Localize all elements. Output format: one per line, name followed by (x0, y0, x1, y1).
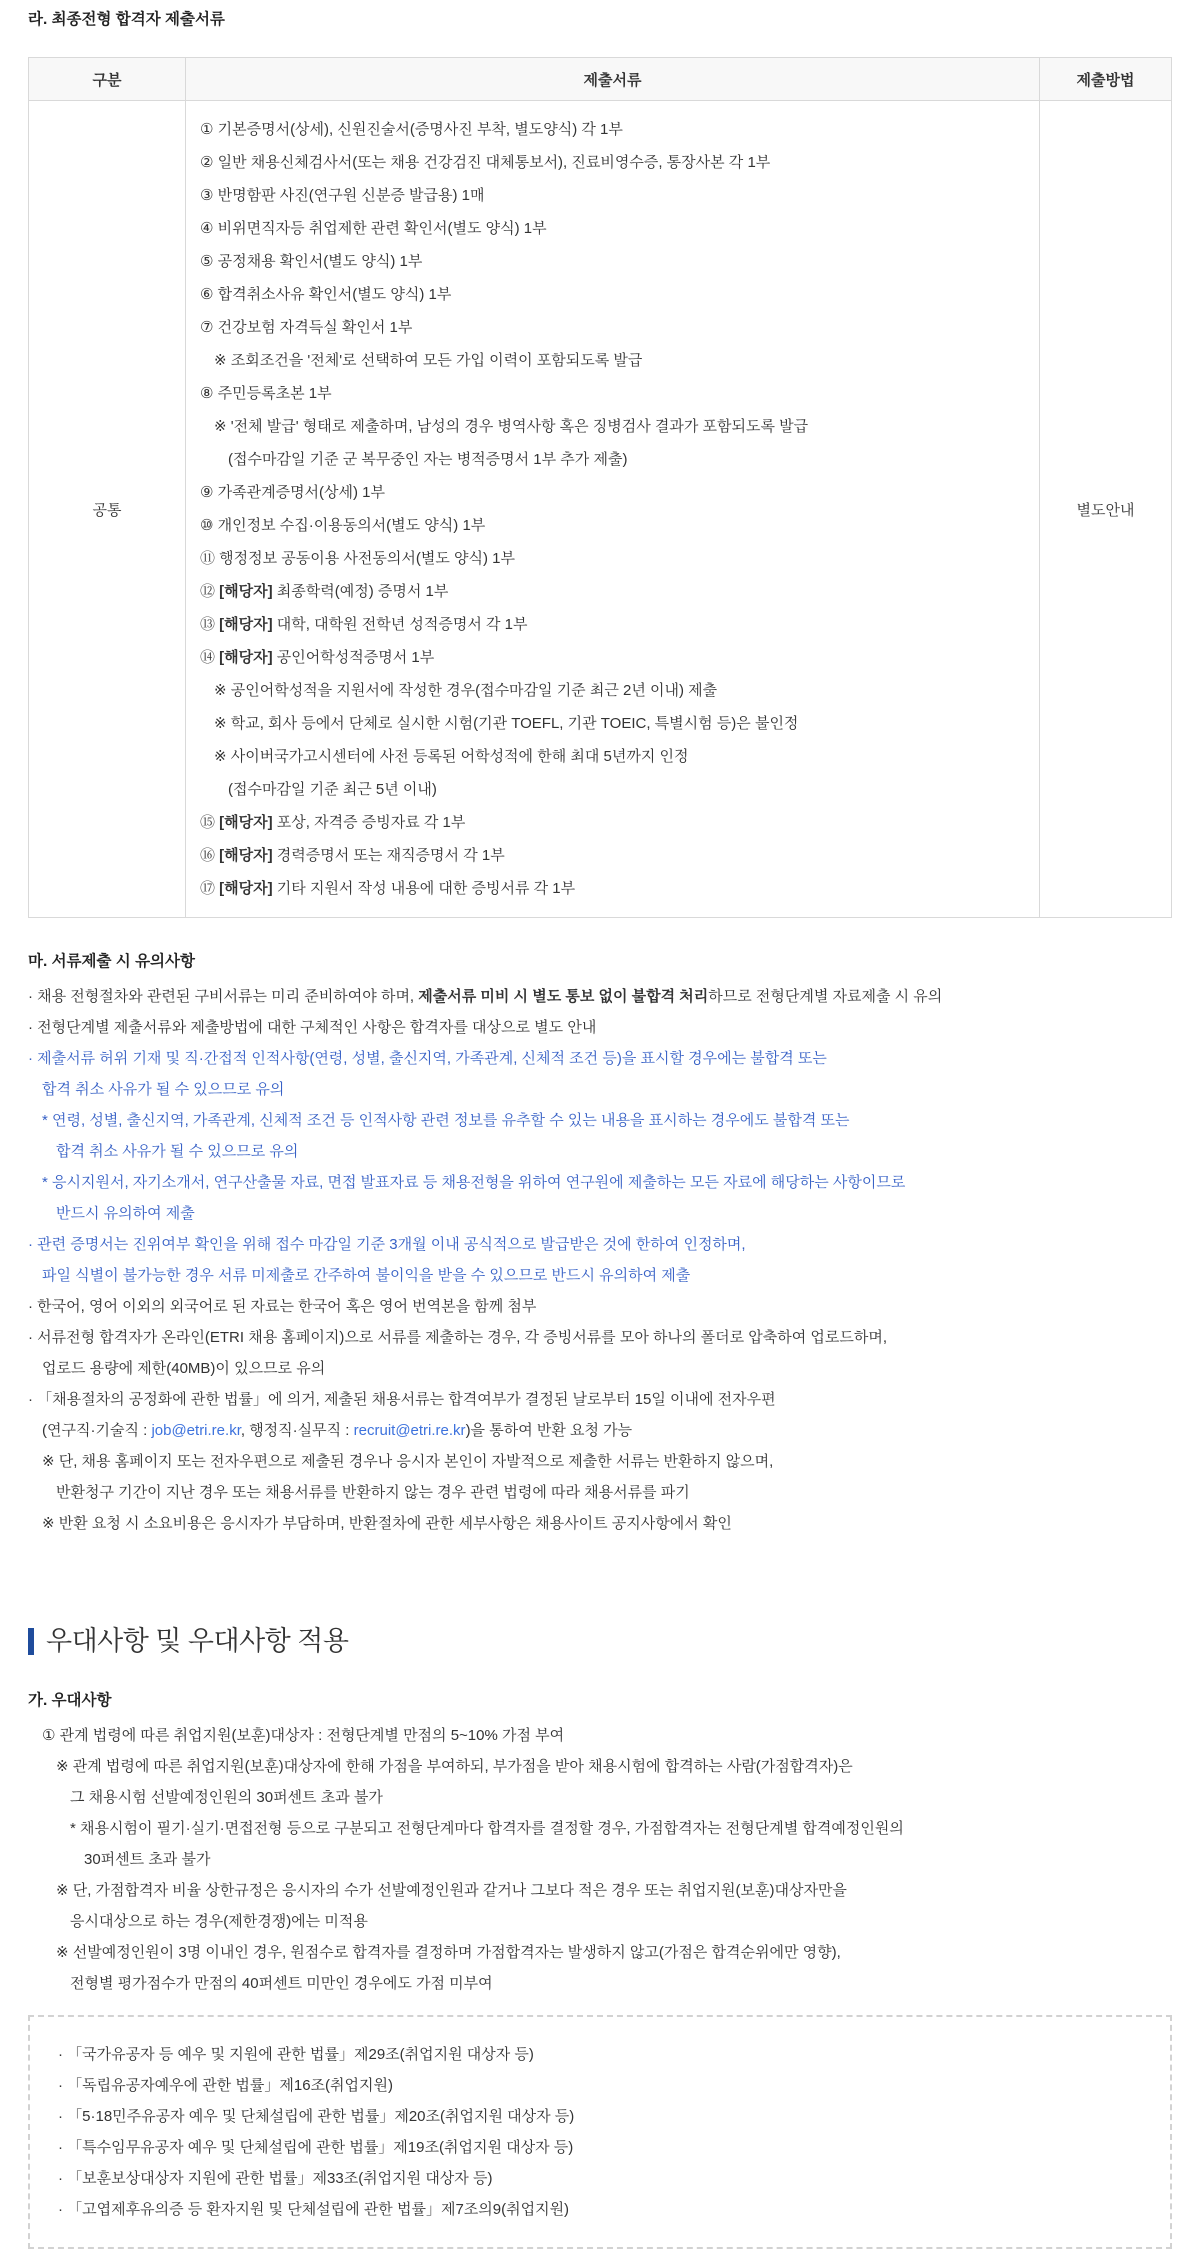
preference-section-header (28, 1623, 1172, 1659)
law-item: · 「보훈보상대상자 지원에 관한 법률」제33조(취업지원 대상자 등) (58, 2170, 493, 2187)
document-line: (접수마감일 기준 최근 5년 이내) (228, 781, 437, 798)
category-cell: 공통 (29, 101, 186, 918)
document-line: ※ '전체 발급' 형태로 제출하며, 남성의 경우 병역사항 혹은 징병검사 결과가 포함되도록 발급 (214, 418, 809, 435)
preference-line: 30퍼센트 초과 불가 (84, 1851, 211, 1868)
section-d-title: 라. 최종전형 합격자 제출서류 (28, 11, 225, 28)
document-line: ⑪ 행정정보 공동이용 사전동의서(별도 양식) 1부 (200, 550, 515, 567)
document-line: ⑮ [해당자] 포상, 자격증 증빙자료 각 1부 (200, 814, 466, 831)
preference-line: 전형별 평가점수가 만점의 40퍼센트 미만인 경우에도 가점 미부여 (70, 1975, 493, 1992)
note-line: * 연령, 성별, 출신지역, 가족관계, 신체적 조건 등 인적사항 관련 정보를 유추할 수 있는 내용을 표시하는 경우에도 불합격 또는 (42, 1112, 850, 1129)
document-line: ⑫ [해당자] 최종학력(예정) 증명서 1부 (200, 583, 449, 600)
bold-text: [해당자] (219, 880, 273, 897)
col-header-documents: 제출서류 (186, 58, 1040, 101)
note-line: 합격 취소 사유가 될 수 있으므로 유의 (42, 1081, 285, 1098)
note-line: · 「채용절차의 공정화에 관한 법률」에 의거, 제출된 채용서류는 합격여부가 결정된 날로부터 15일 이내에 전자우편 (28, 1391, 776, 1408)
notes-title: 마. 서류제출 시 유의사항 (28, 953, 195, 970)
document-line: ⑰ [해당자] 기타 지원서 작성 내용에 대한 증빙서류 각 1부 (200, 880, 576, 897)
bold-text: [해당자] (219, 847, 273, 864)
note-line: 파일 식별이 불가능한 경우 서류 미제출로 간주하여 불이익을 받을 수 있으므로 반드시 유의하여 제출 (42, 1267, 691, 1284)
accent-bar (28, 1628, 34, 1655)
note-line: · 전형단계별 제출서류와 제출방법에 대한 구체적인 사항은 합격자를 대상으로 별도 안내 (28, 1019, 597, 1036)
note-line: · 제출서류 허위 기재 및 직·간접적 인적사항(연령, 성별, 출신지역, 가족관계, 신체적 조건 등)을 표시할 경우에는 불합격 또는 (28, 1050, 827, 1067)
document-line: ③ 반명함판 사진(연구원 신분증 발급용) 1매 (200, 187, 485, 204)
note-line: · 서류전형 합격자가 온라인(ETRI 채용 홈페이지)으로 서류를 제출하는 경우, 각 증빙서류를 모아 하나의 폴더로 압축하여 업로드하며, (28, 1329, 887, 1346)
table-row (29, 101, 1172, 918)
note-line: 반드시 유의하여 제출 (56, 1205, 195, 1222)
note-line: · 관련 증명서는 진위여부 확인을 위해 접수 마감일 기준 3개월 이내 공식적으로 발급받은 것에 한하여 인정하며, (28, 1236, 746, 1253)
bold-text: 제출서류 미비 시 별도 통보 없이 불합격 처리 (418, 988, 709, 1005)
document-line: ② 일반 채용신체검사서(또는 채용 건강검진 대체통보서), 진료비영수증, 통장사본 각 1부 (200, 154, 771, 171)
document-line: (접수마감일 기준 군 복무중인 자는 병적증명서 1부 추가 제출) (228, 451, 628, 468)
document-line: ※ 학교, 회사 등에서 단체로 실시한 시험(기관 TOEFL, 기관 TOEIC, 특별시험 등)은 불인정 (214, 715, 799, 732)
document-line: ⑥ 합격취소사유 확인서(별도 양식) 1부 (200, 286, 452, 303)
bold-text: [해당자] (219, 814, 273, 831)
note-line: 합격 취소 사유가 될 수 있으므로 유의 (56, 1143, 299, 1160)
note-line: ※ 단, 채용 홈페이지 또는 전자우편으로 제출된 경우나 응시자 본인이 자발적으로 제출한 서류는 반환하지 않으며, (42, 1453, 774, 1470)
law-reference-box (28, 2015, 1172, 2249)
note-line: · 한국어, 영어 이외의 외국어로 된 자료는 한국어 혹은 영어 번역본을 함께 첨부 (28, 1298, 537, 1315)
document-line: ⑩ 개인정보 수집·이용동의서(별도 양식) 1부 (200, 517, 486, 534)
bold-text: [해당자] (219, 616, 273, 633)
document-line: ⑯ [해당자] 경력증명서 또는 재직증명서 각 1부 (200, 847, 505, 864)
document-line: ④ 비위면직자등 취업제한 관련 확인서(별도 양식) 1부 (200, 220, 547, 237)
document-line: ① 기본증명서(상세), 신원진술서(증명사진 부착, 별도양식) 각 1부 (200, 121, 623, 138)
preference-line: 응시대상으로 하는 경우(제한경쟁)에는 미적용 (70, 1913, 368, 1930)
law-item: · 「특수임무유공자 예우 및 단체설립에 관한 법률」제19조(취업지원 대상자 등) (58, 2139, 574, 2156)
law-item: · 「독립유공자예우에 관한 법률」제16조(취업지원) (58, 2077, 393, 2094)
email-link[interactable]: job@etri.re.kr (151, 1422, 241, 1439)
preference-line: ① 관계 법령에 따른 취업지원(보훈)대상자 : 전형단계별 만점의 5~10% 가점 부여 (42, 1727, 565, 1744)
preference-line: 그 채용시험 선발예정인원의 30퍼센트 초과 불가 (70, 1789, 383, 1806)
documents-cell (186, 101, 1040, 918)
preference-sub-title: 가. 우대사항 (28, 1692, 112, 1709)
document-line: ⑨ 가족관계증명서(상세) 1부 (200, 484, 386, 501)
note-line: (연구직·기술직 : job@etri.re.kr, 행정직·실무직 : recruit@etri.re.kr)을 통하여 반환 요청 가능 (42, 1422, 633, 1439)
document-line: ※ 사이버국가고시센터에 사전 등록된 어학성적에 한해 최대 5년까지 인정 (214, 748, 689, 765)
email-link[interactable]: recruit@etri.re.kr (353, 1422, 466, 1439)
document-line: ※ 공인어학성적을 지원서에 작성한 경우(접수마감일 기준 최근 2년 이내) 제출 (214, 682, 718, 699)
submission-documents-table (28, 57, 1172, 918)
preference-section-title: 우대사항 및 우대사항 적용 (46, 1626, 349, 1656)
preference-line: * 채용시험이 필기·실기·면접전형 등으로 구분되고 전형단계마다 합격자를 결정할 경우, 가점합격자는 전형단계별 합격예정인원의 (70, 1820, 904, 1837)
law-item: · 「5·18민주유공자 예우 및 단체설립에 관한 법률」제20조(취업지원 대상자 등) (58, 2108, 575, 2125)
note-line: · 채용 전형절차와 관련된 구비서류는 미리 준비하여야 하며, 제출서류 미비 시 별도 통보 없이 불합격 처리하므로 전형단계별 자료제출 시 유의 (28, 988, 943, 1005)
document-line: ※ 조회조건을 '전체'로 선택하여 모든 가입 이력이 포함되도록 발급 (214, 352, 643, 369)
col-header-method: 제출방법 (1040, 58, 1172, 101)
table-header-row (29, 58, 1172, 101)
bold-text: [해당자] (219, 583, 273, 600)
preference-line: ※ 관계 법령에 따른 취업지원(보훈)대상자에 한해 가점을 부여하되, 부가점을 받아 채용시험에 합격하는 사람(가점합격자)은 (56, 1758, 853, 1775)
note-line: * 응시지원서, 자기소개서, 연구산출물 자료, 면접 발표자료 등 채용전형을 위하여 연구원에 제출하는 모든 자료에 해당하는 사항이므로 (42, 1174, 906, 1191)
preference-list (28, 1720, 1172, 1999)
document-line: ⑧ 주민등록초본 1부 (200, 385, 332, 402)
document-line: ⑦ 건강보험 자격득실 확인서 1부 (200, 319, 413, 336)
col-header-category: 구분 (29, 58, 186, 101)
notes-list (28, 981, 1172, 1539)
law-item: · 「고엽제후유의증 등 환자지원 및 단체설립에 관한 법률」제7조의9(취업지원) (58, 2201, 570, 2218)
note-line: 업로드 용량에 제한(40MB)이 있으므로 유의 (42, 1360, 326, 1377)
law-list (44, 2039, 1156, 2225)
document-list (200, 113, 1025, 905)
note-line: ※ 반환 요청 시 소요비용은 응시자가 부담하며, 반환절차에 관한 세부사항은 채용사이트 공지사항에서 확인 (42, 1515, 732, 1532)
preference-line: ※ 단, 가점합격자 비율 상한규정은 응시자의 수가 선발예정인원과 같거나 그보다 적은 경우 또는 취업지원(보훈)대상자만을 (56, 1882, 847, 1899)
document-line: ⑭ [해당자] 공인어학성적증명서 1부 (200, 649, 435, 666)
law-item: · 「국가유공자 등 예우 및 지원에 관한 법률」제29조(취업지원 대상자 등) (58, 2046, 534, 2063)
note-line: 반환청구 기간이 지난 경우 또는 채용서류를 반환하지 않는 경우 관련 법령에 따라 채용서류를 파기 (56, 1484, 690, 1501)
method-cell: 별도안내 (1040, 101, 1172, 918)
document-line: ⑤ 공정채용 확인서(별도 양식) 1부 (200, 253, 423, 270)
bold-text: [해당자] (219, 649, 273, 666)
preference-line: ※ 선발예정인원이 3명 이내인 경우, 원점수로 합격자를 결정하며 가점합격자는 발생하지 않고(가점은 합격순위에만 영향), (56, 1944, 841, 1961)
document-line: ⑬ [해당자] 대학, 대학원 전학년 성적증명서 각 1부 (200, 616, 528, 633)
